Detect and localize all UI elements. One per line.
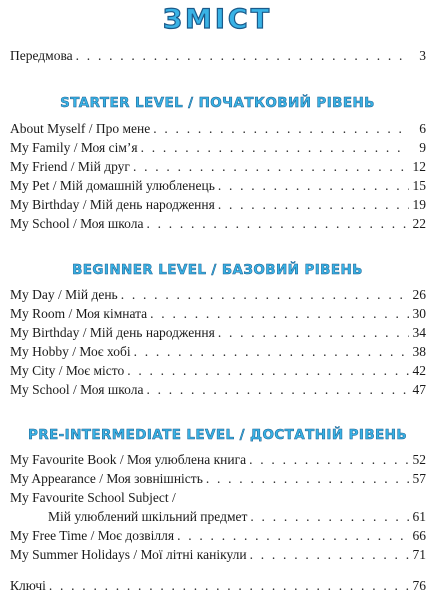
toc-entry[interactable] — [10, 325, 426, 341]
toc-entry[interactable] — [10, 382, 426, 398]
toc-entry-page: 57 — [412, 471, 426, 486]
dot-leader — [249, 452, 409, 468]
toc-entry[interactable] — [48, 509, 426, 525]
toc-entry-label: My Family / Моя сім’я — [10, 140, 138, 155]
dot-leader — [127, 363, 409, 379]
toc-entry[interactable] — [10, 528, 426, 544]
dot-leader — [133, 159, 409, 175]
dot-leader — [49, 578, 409, 594]
dot-leader — [146, 382, 409, 398]
toc-entry-label: My Friend / Мій друг — [10, 159, 130, 174]
toc-entry-page: 61 — [412, 509, 426, 524]
toc-entry[interactable] — [10, 178, 426, 194]
toc-entry-label: My Room / Моя кімната — [10, 306, 148, 321]
toc-entry[interactable] — [10, 287, 426, 303]
toc-entry-label: My Appearance / Моя зовнішність — [10, 471, 203, 486]
toc-entry-label: My City / Моє місто — [10, 363, 125, 378]
toc-entry[interactable] — [10, 159, 426, 175]
toc-entry-label: My Birthday / Мій день народження — [10, 325, 215, 340]
dot-leader — [177, 528, 409, 544]
toc-entry-label: My Hobby / Моє хобі — [10, 344, 131, 359]
toc-entry-page: 6 — [419, 121, 426, 136]
toc-entry[interactable] — [10, 547, 426, 563]
toc-entry-page: 15 — [412, 178, 426, 193]
toc-entry[interactable] — [10, 216, 426, 232]
toc-entry[interactable] — [10, 363, 426, 379]
dot-leader — [121, 287, 409, 303]
toc-entry-page: 42 — [412, 363, 426, 378]
toc-entry-label: Ключі — [10, 578, 46, 593]
toc-entry-label: My Favourite Book / Моя улюблена книга — [10, 452, 247, 467]
toc-entry-label: My School / Моя школа — [10, 382, 144, 397]
dot-leader — [250, 547, 409, 563]
toc-entry-page: 12 — [412, 159, 426, 174]
dot-leader — [250, 509, 409, 525]
toc-entry-page: 71 — [412, 547, 426, 562]
dot-leader — [218, 325, 409, 341]
toc-entry-keys[interactable] — [10, 578, 426, 594]
dot-leader — [218, 178, 409, 194]
toc-entry-page: 9 — [419, 140, 426, 155]
toc-entry-page: 30 — [412, 306, 426, 321]
toc-entry[interactable] — [10, 471, 426, 487]
dot-leader — [141, 140, 409, 156]
toc-entry-label: My Pet / Мій домашній улюбленець — [10, 178, 215, 193]
toc-entry-preface[interactable] — [10, 48, 426, 64]
toc-entry[interactable] — [10, 306, 426, 322]
toc-entry-page: 3 — [419, 48, 426, 63]
page-title: ЗМІСТ — [162, 4, 273, 35]
toc-entry-page: 38 — [412, 344, 426, 359]
toc-entry-page: 34 — [412, 325, 426, 340]
toc-entry-page: 76 — [412, 578, 426, 593]
toc-entry-page: 22 — [412, 216, 426, 231]
dot-leader — [134, 344, 409, 360]
dot-leader — [218, 197, 409, 213]
toc-entry-label: Передмова — [10, 48, 73, 63]
dot-leader — [206, 471, 409, 487]
toc-entry-page: 26 — [412, 287, 426, 302]
dot-leader — [153, 121, 409, 137]
dot-leader — [146, 216, 409, 232]
dot-leader — [150, 306, 409, 322]
toc-entry-label: Мій улюблений шкільний предмет — [48, 509, 248, 524]
toc-entry-page: 52 — [412, 452, 426, 467]
section-heading-beginner: BEGINNER LEVEL / БАЗОВИЙ РІВЕНЬ — [72, 262, 363, 278]
toc-entry[interactable] — [10, 140, 426, 156]
section-heading-pre-intermediate: PRE-INTERMEDIATE LEVEL / ДОСТАТНІЙ РІВЕНЬ — [27, 427, 408, 443]
toc-entry-page: 47 — [412, 382, 426, 397]
toc-entry[interactable] — [10, 344, 426, 360]
toc-entry-page: 19 — [412, 197, 426, 212]
toc-entry-label: My Birthday / Мій день народження — [10, 197, 215, 212]
toc-entry-label: My Summer Holidays / Мої літні канікули — [10, 547, 247, 562]
dot-leader — [76, 48, 409, 64]
toc-entry-label: My School / Моя школа — [10, 216, 144, 231]
toc-entry-label: My Free Time / Моє дозвілля — [10, 528, 175, 543]
toc-entry-label-line1[interactable]: My Favourite School Subject / — [10, 490, 176, 505]
section-heading-starter: STARTER LEVEL / ПОЧАТКОВИЙ РІВЕНЬ — [60, 95, 375, 111]
toc-entry[interactable] — [10, 452, 426, 468]
toc-entry[interactable] — [10, 121, 426, 137]
toc-entry[interactable] — [10, 197, 426, 213]
toc-entry-label: About Myself / Про мене — [10, 121, 151, 136]
toc-entry-page: 66 — [412, 528, 426, 543]
toc-entry-label: My Day / Мій день — [10, 287, 118, 302]
